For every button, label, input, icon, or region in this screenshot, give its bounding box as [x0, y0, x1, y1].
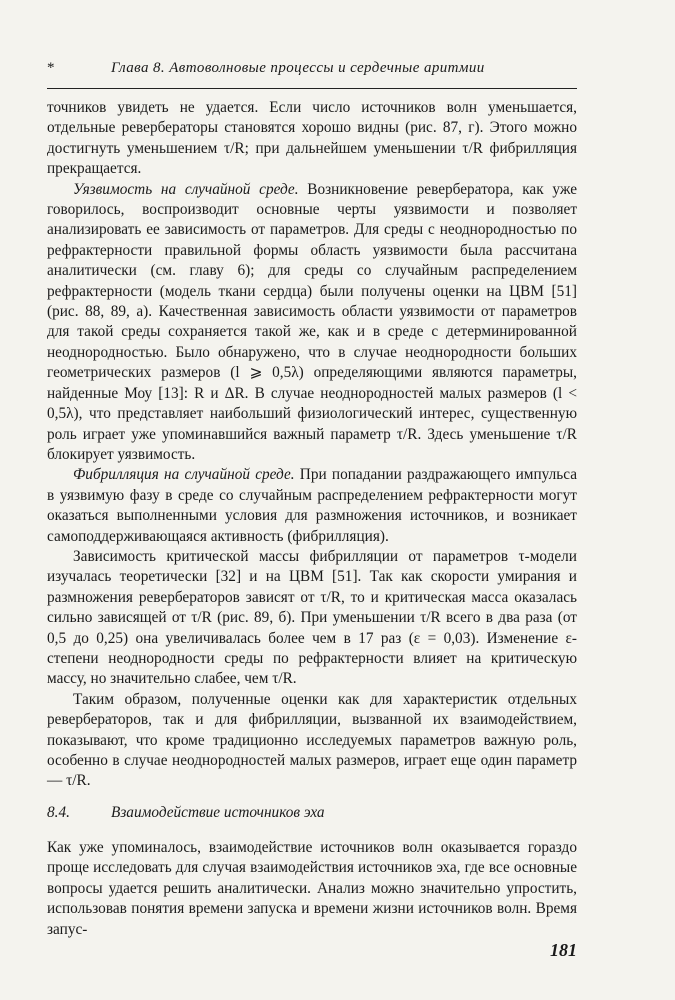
- paragraph-3-lead: Фибрилляция на случайной среде.: [73, 466, 295, 484]
- header-rule: [47, 88, 577, 89]
- page-number: 181: [550, 940, 577, 960]
- paragraph-4-text: Зависимость критической массы фибрилляции от параметров τ-модели изучалась теоретически [32] и на ЦВМ [51]. Так как скорости умирания и размножения ревербераторов зависят от τ/R, то и критическая масса оказалась сильно зависящей от τ/R (рис. 89, б). При уменьшении τ/R всего в два раза (от 0,5 до 0,25) она увеличивалась более чем в 17 раз (ε = 0,03). Изменение ε-степени неоднородности среды по рефрактерности влияет на критическую массу, но значительно слабее, чем τ/R.: [47, 547, 577, 688]
- paragraph-1-text: точников увидеть не удается. Если число источников волн уменьшается, отдельные ревербераторы становятся хорошо видны (рис. 87, г). Этого можно достигнуть уменьшением τ/R; при дальнейшем уменьшении τ/R фибрилляция прекращается.: [47, 99, 577, 178]
- paragraph-2-lead: Уязвимость на случайной среде.: [73, 180, 299, 198]
- paragraph-5: [47, 690, 577, 792]
- section-title: Взаимодействие источников эха: [111, 804, 325, 821]
- section-number: 8.4.: [47, 804, 70, 821]
- section-text: [47, 838, 577, 940]
- paragraph-3: [47, 465, 577, 547]
- main-text: [47, 98, 577, 792]
- paragraph-1: [47, 98, 577, 180]
- paragraph-2: [47, 180, 577, 466]
- paragraph-4: [47, 547, 577, 690]
- running-title: Глава 8. Автоволновые процессы и сердечные аритмии: [111, 60, 485, 76]
- paragraph-5-text: Таким образом, полученные оценки как для характеристик отдельных ревербераторов, так и для фибрилляции, вызванной их взаимодействием, показывают, что кроме традиционно исследуемых параметров важную роль, особенно в случае неоднородностей малых размеров, играет еще один параметр — τ/R.: [47, 690, 577, 790]
- header-star: *: [47, 60, 55, 76]
- running-header: [47, 60, 577, 80]
- paragraph-2-text: Возникновение ревербератора, как уже говорилось, воспроизводит основные черты уязвимости и позволяет анализировать ее зависимость от параметров. Для среды с неоднородностью по рефрактерности правильной формы область уязвимости была рассчитана аналитически (см. главу 6); для среды со случайным распределением рефрактерности (модель ткани сердца) были получены оценки на ЦВМ [51] (рис. 88, 89, а). Качественная зависимость области уязвимости от параметров для такой среды сохраняется такой же, как и в среде с детерминированной неоднородностью. Было обнаружено, что в случае неоднородности больших геометрических размеров (l ⩾ 0,5λ) определяющими являются параметры, найденные Моу [13]: R и ΔR. В случае неоднородностей малых размеров (l < 0,5λ), что представляет наибольший физиологический интерес, существенную роль играет уже упоминавшийся важный параметр τ/R. Здесь уменьшение τ/R блокирует уязвимость.: [47, 180, 577, 463]
- paragraph-3-text: При попадании раздражающего импульса в уязвимую фазу в среде со случайным распределением рефрактерности могут оказаться выполненными условия для размножения источников, и возникает самоподдерживающаяся активность (фибрилляция).: [47, 466, 577, 545]
- section-paragraph: Как уже упоминалось, взаимодействие источников волн оказывается гораздо проще исследовать для случая взаимодействия источников эха, где все основные вопросы удается решить аналитически. Анализ можно значительно упростить, использовав понятия времени запуска и времени жизни источников волн. Время запус-: [47, 839, 577, 938]
